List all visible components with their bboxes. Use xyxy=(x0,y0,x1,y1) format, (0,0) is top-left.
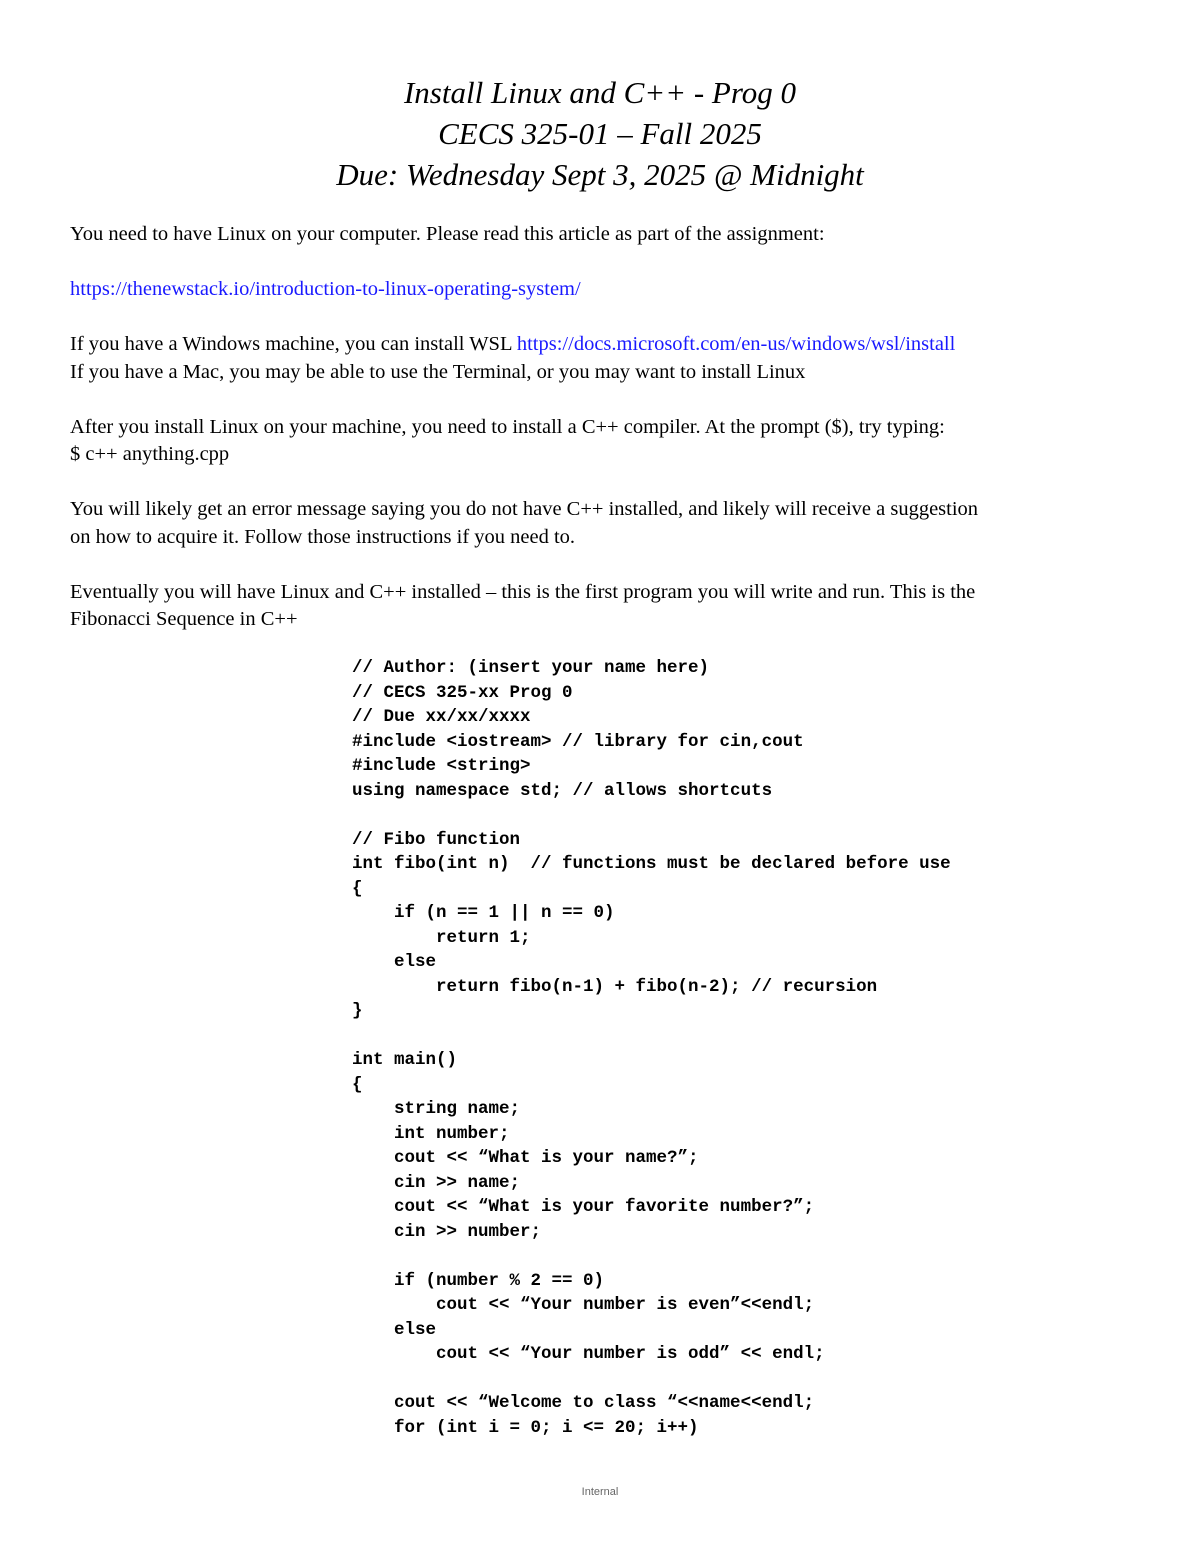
code-line: // Author: (insert your name here) xyxy=(352,658,710,678)
compiler-paragraph xyxy=(70,414,1140,469)
code-line: if (number % 2 == 0) xyxy=(352,1270,605,1291)
code-line: int fibo(int n) // functions must be declared before use xyxy=(352,854,951,874)
code-line: } xyxy=(352,1001,363,1021)
wsl-install-link[interactable]: https://docs.microsoft.com/en-us/windows/wsl/install xyxy=(516,333,956,355)
code-line: else xyxy=(352,952,437,972)
intro-text: You need to have Linux on your computer. Please read this article as part of the assignment: xyxy=(70,223,825,245)
code-line: // Due xx/xx/xxxx xyxy=(352,707,531,727)
mac-text: If you have a Mac, you may be able to use the Terminal, or you may want to install Linux xyxy=(70,360,806,383)
code-line: cin >> name; xyxy=(352,1172,521,1193)
code-line: int main() xyxy=(352,1050,458,1070)
code-line xyxy=(352,1244,951,1269)
windows-line xyxy=(70,331,1140,359)
code-line: cout << “What is your name?”; xyxy=(352,1148,699,1168)
code-line: cout << “Your number is even”<<endl; xyxy=(352,1295,815,1315)
program-intro-paragraph xyxy=(70,579,1140,634)
error-note-line-1: You will likely get an error message saying you do not have C++ installed, and likely will receive a suggestion xyxy=(70,498,979,520)
article-link[interactable]: https://thenewstack.io/introduction-to-linux-operating-system/ xyxy=(70,278,581,300)
code-line: // Fibo function xyxy=(352,829,521,850)
code-line: return 1; xyxy=(352,927,531,948)
footer-classification-label: Internal xyxy=(581,1486,619,1498)
code-line: { xyxy=(352,878,363,899)
code-line: using namespace std; // allows shortcuts xyxy=(352,780,773,801)
code-line xyxy=(352,1024,951,1049)
code-line: { xyxy=(352,1074,363,1095)
code-line: int number; xyxy=(352,1123,510,1144)
program-intro-line-2: Fibonacci Sequence in C++ xyxy=(70,608,298,630)
intro-paragraph xyxy=(70,221,1140,249)
document-title xyxy=(0,72,1200,195)
document-body xyxy=(70,221,1140,661)
error-note-paragraph xyxy=(70,496,1140,551)
code-line: cout << “Your number is odd” << endl; xyxy=(352,1344,825,1364)
code-line: #include <iostream> // library for cin,cout xyxy=(352,731,804,752)
code-line: cout << “What is your favorite number?”; xyxy=(352,1197,815,1217)
code-line: for (int i = 0; i <= 20; i++) xyxy=(352,1417,699,1438)
error-note-line-2: on how to acquire it. Follow those instructions if you need to. xyxy=(70,525,576,548)
code-line: cout << “Welcome to class “<<name<<endl; xyxy=(352,1393,815,1413)
title-line-2: CECS 325-01 – Fall 2025 xyxy=(438,116,762,151)
title-line-1: Install Linux and C++ - Prog 0 xyxy=(403,75,797,110)
article-link-paragraph xyxy=(70,276,1140,304)
compiler-text: After you install Linux on your machine, you need to install a C++ compiler. At the prompt ($), try typing: xyxy=(70,415,945,438)
code-line: // CECS 325-xx Prog 0 xyxy=(352,682,573,703)
code-line: else xyxy=(352,1319,437,1340)
code-line: if (n == 1 || n == 0) xyxy=(352,903,615,923)
program-intro-line-1: Eventually you will have Linux and C++ installed – this is the first program you will write and run. This is the xyxy=(70,580,976,603)
code-line: string name; xyxy=(352,1099,521,1119)
title-line-3: Due: Wednesday Sept 3, 2025 @ Midnight xyxy=(336,157,864,192)
compiler-command: $ c++ anything.cpp xyxy=(70,443,230,465)
code-line xyxy=(352,1367,951,1392)
install-paragraph xyxy=(70,331,1140,386)
windows-text: If you have a Windows machine, you can install WSL xyxy=(70,333,517,355)
code-line: return fibo(n-1) + fibo(n-2); // recursion xyxy=(352,976,878,997)
code-line xyxy=(352,803,951,828)
code-line: cin >> number; xyxy=(352,1221,542,1242)
code-listing xyxy=(352,656,951,1440)
code-line: #include <string> xyxy=(352,756,531,776)
